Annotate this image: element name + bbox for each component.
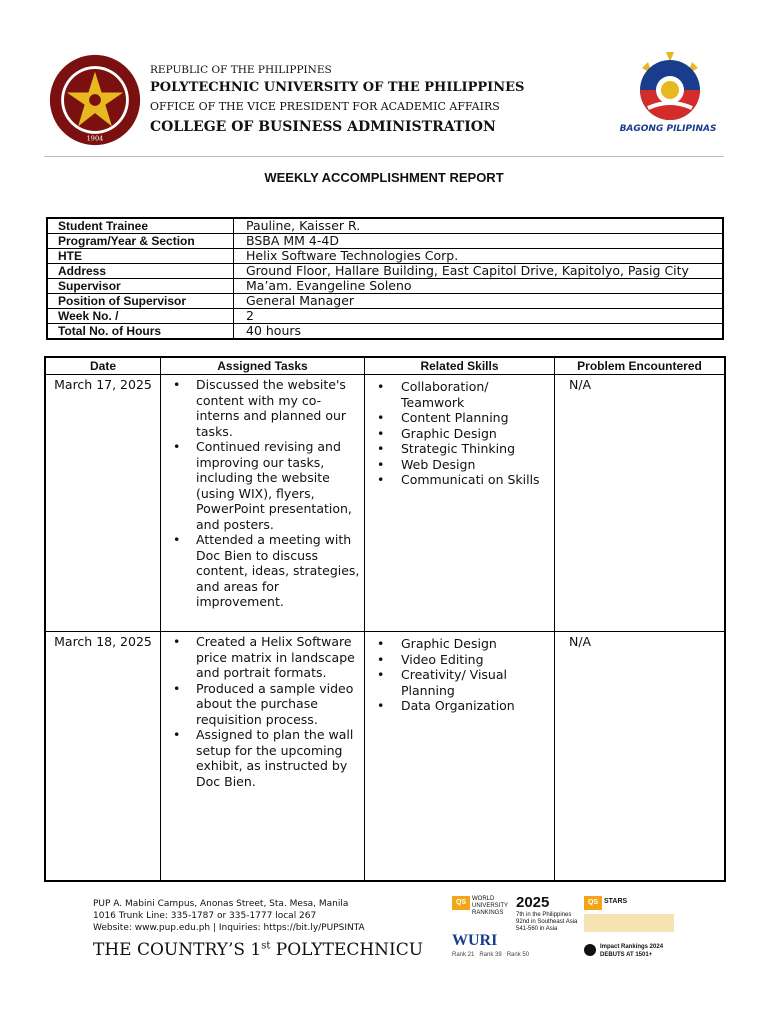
info-value: 2 [246,308,254,323]
info-value: Pauline, Kaisser R. [246,218,361,233]
table-header-row [46,358,724,375]
report-title: WEEKLY ACCOMPLISHMENT REPORT [264,170,504,185]
info-value: 40 hours [246,323,302,338]
column-header-skills: Related Skills [365,358,555,374]
rank-year: 2025 [516,894,550,911]
info-row-hte [48,249,722,264]
info-label: Total No. of Hours [48,324,234,338]
info-row-address [48,264,722,279]
qs-badge: QS [452,896,470,910]
address-line: PUP A. Mabini Campus, Anonas Street, Sta. Mesa, Manila [93,899,349,909]
info-value: General Manager [246,293,355,308]
date-cell: March 17, 2025 [46,375,161,631]
website-line: Website: www.pup.edu.ph | Inquiries: https://bit.ly/PUPSINTA [93,923,365,933]
stars-qs-badge: QS [584,896,602,910]
info-value: Helix Software Technologies Corp. [246,248,459,263]
table-row [46,375,724,632]
trunk-line: 1016 Trunk Line: 335-1787 or 335-1777 local 267 [93,911,317,921]
skill-item: • Graphic Design [365,426,554,442]
skill-item: • Web Design [365,457,554,473]
info-label: Supervisor [48,279,234,293]
tasks-cell [161,632,365,880]
task-item: • Attended a meeting with Doc Bien to discuss content, ideas, strategies, and areas for improvement. [161,532,364,610]
republic-line: REPUBLIC OF THE PHILIPPINES [150,64,332,76]
skills-cell [365,375,555,631]
skill-item: • Collaboration/ Teamwork [365,379,554,410]
accomplishment-table [44,356,726,882]
tagline: THE COUNTRY’S 1st POLYTECHNICU [93,940,424,960]
bagong-pilipinas-text: BAGONG PILIPINAS [619,124,717,134]
column-header-problem: Problem Encountered [577,359,702,373]
document-header [0,0,768,160]
info-value: BSBA MM 4-4D [246,233,339,248]
info-row-student [48,219,722,234]
skill-item: • Creativity/ Visual Planning [365,667,554,698]
wuri-logo: WURI [452,932,498,949]
trainee-info-table [46,217,724,340]
skill-item: • Content Planning [365,410,554,426]
table-row [46,632,724,880]
info-row-hours [48,324,722,338]
skill-item: • Graphic Design [365,636,554,652]
info-label: Week No. / [48,309,234,323]
header-divider [44,156,724,157]
skill-item: • Communicati on Skills [365,472,554,488]
seal-year: 1904 [86,134,104,143]
task-item: • Assigned to plan the wall setup for the upcoming exhibit, as instructed by Doc Bien. [161,727,364,789]
task-item: • Discussed the website's content with my co-interns and planned our tasks. [161,377,364,439]
skill-item: • Video Editing [365,652,554,668]
info-label: HTE [48,249,234,263]
date-cell: March 18, 2025 [46,632,161,880]
stars-ratings [584,914,674,932]
college-name: COLLEGE OF BUSINESS ADMINISTRATION [150,119,496,135]
impact-debuts: DEBUTS AT 1501+ [600,952,653,958]
wuri-ranks: Rank 21 Rank 39 Rank 50 [452,952,530,958]
info-label: Position of Supervisor [48,294,234,308]
problem-cell: N/A [569,377,592,392]
info-row-position [48,294,722,309]
footer-address [93,898,365,934]
skills-cell [365,632,555,880]
info-value: Ground Floor, Hallare Building, East Capitol Drive, Kapitolyo, Pasig City [246,263,689,278]
impact-icon [584,944,596,956]
problem-cell: N/A [569,634,592,649]
university-name: POLYTECHNIC UNIVERSITY OF THE PHILIPPINES [150,80,525,95]
info-row-supervisor [48,279,722,294]
task-item: • Produced a sample video about the purchase requisition process. [161,681,364,728]
task-item: • Continued revising and improving our tasks, including the website (using WIX), flyers, PowerPoint presentation, and posters. [161,439,364,532]
info-label: Address [48,264,234,278]
rank-details: 7th in the Philippines 92nd in Southeast Asia 541-560 in Asia [516,912,578,932]
task-item: • Created a Helix Software price matrix in landscape and portrait formats. [161,634,364,681]
column-header-date: Date [46,358,161,374]
pup-seal-logo [48,53,142,147]
skill-item: • Data Organization [365,698,554,714]
column-header-tasks: Assigned Tasks [161,358,365,374]
skill-item: • Strategic Thinking [365,441,554,457]
qs-label: WORLD UNIVERSITY RANKINGS [472,896,508,916]
rankings-badges [452,894,678,974]
info-value: Ma’am. Evangeline Soleno [246,278,412,293]
info-label: Program/Year & Section [48,234,234,248]
info-row-week [48,309,722,324]
info-row-program [48,234,722,249]
info-label: Student Trainee [48,219,234,233]
stars-label: STARS [604,898,628,905]
impact-rankings: Impact Rankings 2024 [600,944,664,950]
tasks-cell [161,375,365,631]
office-line: OFFICE OF THE VICE PRESIDENT FOR ACADEMIC AFFAIRS [150,100,500,113]
document-footer [0,890,768,1024]
